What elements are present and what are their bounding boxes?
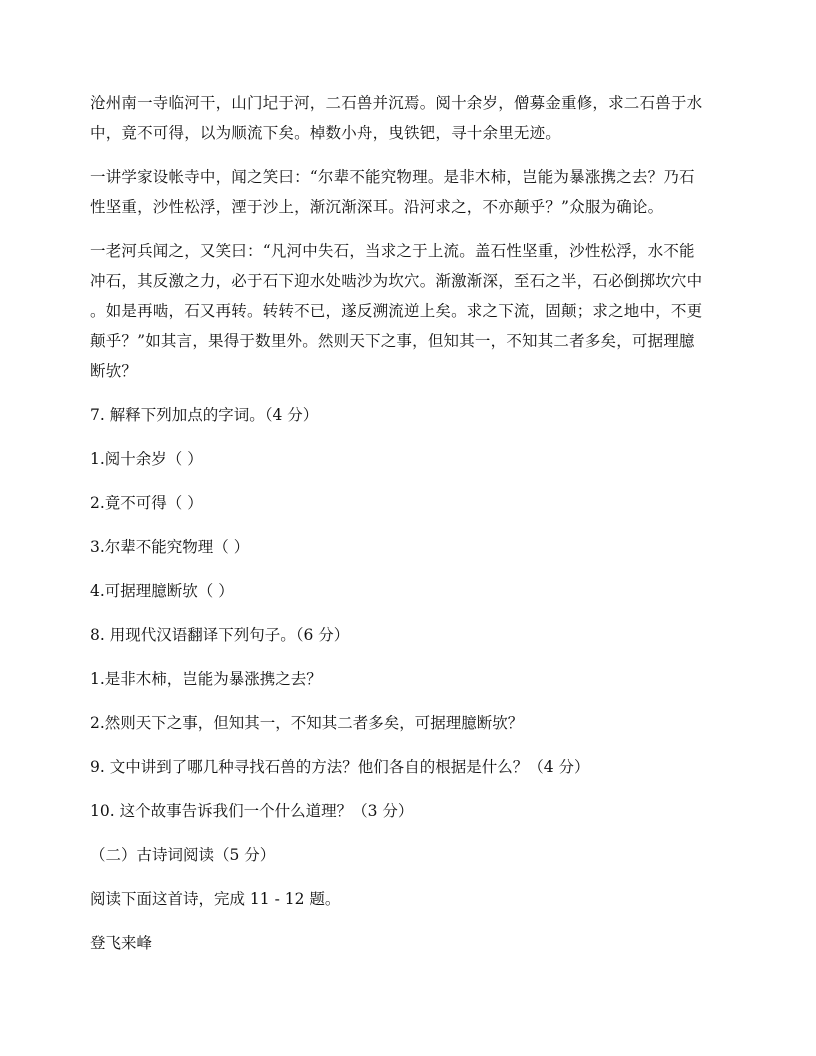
passage-line: 一老河兵闻之，又笑曰：“凡河中失石，当求之于上流。盖石性坚重，沙性松浮，水不能: [90, 242, 695, 260]
passage-paragraph-3: [90, 236, 730, 386]
question-7-item-2: 2.竟不可得（ ）: [90, 494, 203, 512]
question-8: 8. 用现代汉语翻译下列句子。（6 分）: [90, 626, 350, 644]
question-10: 10. 这个故事告诉我们一个什么道理？（3 分）: [90, 802, 414, 820]
passage-line: 一讲学家设帐寺中，闻之笑曰：“尔辈不能究物理。是非木柿，岂能为暴涨携之去？乃石: [90, 168, 695, 186]
question-8-item-2: 2.然则天下之事，但知其一，不知其二者多矣，可据理臆断欤？: [90, 714, 524, 732]
passage-line: 冲石，其反激之力，必于石下迎水处啮沙为坎穴。渐激渐深，至石之半，石必倒掷坎穴中: [90, 272, 703, 290]
document-page: [90, 88, 730, 958]
question-7: 7. 解释下列加点的字词。（4 分）: [90, 406, 319, 424]
passage-line: 中，竟不可得，以为顺流下矣。棹数小舟，曳铁钯，寻十余里无迹。: [90, 124, 562, 142]
question-8-item-1: 1.是非木柿，岂能为暴涨携之去？: [90, 670, 322, 688]
question-7-item-3: 3.尔辈不能究物理（ ）: [90, 538, 250, 556]
question-7-item-4: 4.可据理臆断欤（ ）: [90, 582, 234, 600]
section-heading: （二）古诗词阅读（5 分）: [90, 846, 276, 864]
passage-line: 。如是再啮，石又再转。转转不已，遂反溯流逆上矣。求之下流，固颠；求之地中，不更: [90, 302, 703, 320]
passage-paragraph-1: [90, 88, 730, 148]
section-instruction: 阅读下面这首诗，完成 11 - 12 题。: [90, 890, 341, 908]
question-9: 9. 文中讲到了哪几种寻找石兽的方法？他们各自的根据是什么？（4 分）: [90, 758, 590, 776]
passage-paragraph-2: [90, 162, 730, 222]
poem-title: 登飞来峰: [90, 934, 153, 952]
question-7-item-1: 1.阅十余岁（ ）: [90, 450, 203, 468]
passage-line: 性坚重，沙性松浮，湮于沙上，渐沉渐深耳。沿河求之，不亦颠乎？”众服为确论。: [90, 198, 664, 216]
passage-line: 沧州南一寺临河干，山门圮于河，二石兽并沉焉。阅十余岁，僧募金重修，求二石兽于水: [90, 94, 703, 112]
passage-line: 断欤？: [90, 362, 138, 380]
passage-line: 颠乎？”如其言，果得于数里外。然则天下之事，但知其一，不知其二者多矣，可据理臆: [90, 332, 695, 350]
